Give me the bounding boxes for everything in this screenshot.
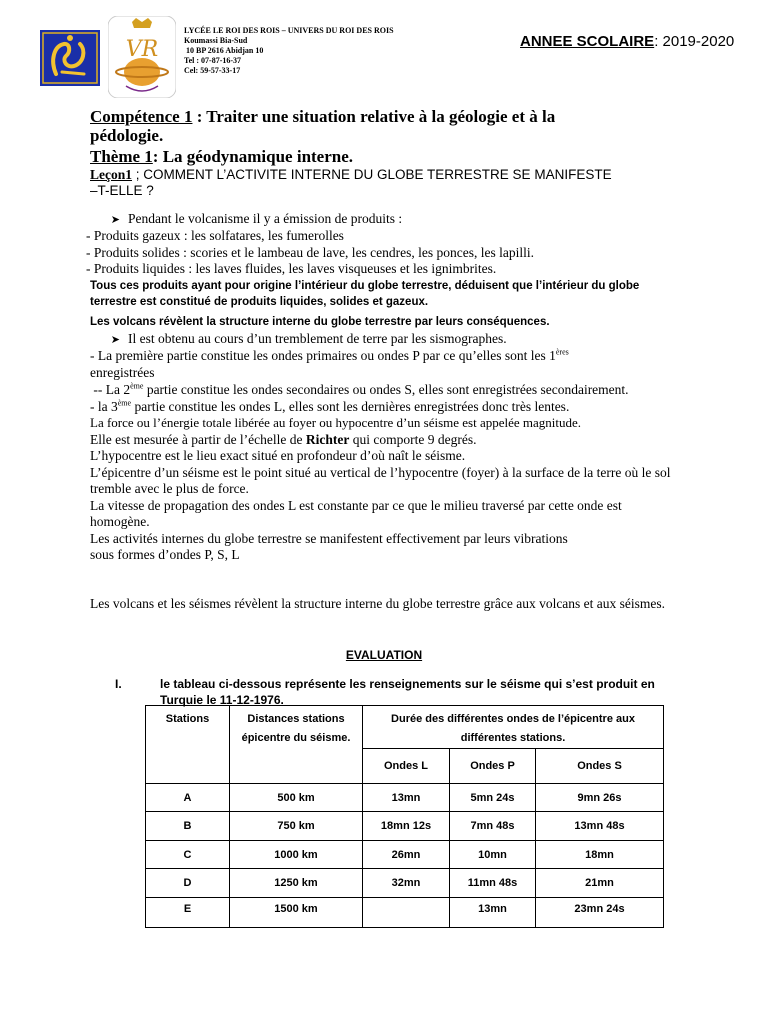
wave-p-paragraph — [90, 348, 682, 381]
school-info — [184, 26, 394, 76]
cell-station: D — [146, 869, 230, 898]
cell-ondes-l: 26mn — [363, 841, 450, 869]
wave-p-text-2: enregistrées — [90, 364, 155, 380]
seisme-table — [145, 705, 664, 928]
conclusion-paragraph: Les volcans et les séismes révèlent la structure interne du globe terrestre grâce aux volcans et aux séismes. — [90, 596, 666, 611]
header-ondes-s: Ondes S — [536, 749, 664, 784]
cell-ondes-s: 18mn — [536, 841, 664, 869]
arrow-bullet-icon: ➤ — [110, 334, 120, 346]
school-address: 10 BP 2616 Abidjan 10 — [184, 46, 264, 55]
table-row — [146, 784, 664, 812]
wave-s-paragraph — [90, 382, 682, 399]
cell-distance: 750 km — [230, 812, 363, 841]
wave-l-text: - la 3 — [90, 398, 118, 414]
header-durees: Durée des différentes ondes de l’épicentre aux différentes stations. — [363, 706, 664, 749]
wave-l-paragraph — [90, 399, 682, 416]
richter-text-2: qui comporte 9 degrés. — [349, 431, 477, 447]
header-ondes-p: Ondes P — [450, 749, 536, 784]
cell-ondes-l: 18mn 12s — [363, 812, 450, 841]
wave-l-sup: ème — [117, 398, 132, 407]
magnitude-paragraph: La force ou l’énergie totale libérée au foyer ou hypocentre d’un séisme est appelée magnitude. — [90, 415, 582, 430]
cell-ondes-p: 10mn — [450, 841, 536, 869]
theme-label: Thème 1 — [90, 147, 153, 166]
epicentre-paragraph: L’épicentre d’un séisme est le point situé au vertical de l’hypocentre (foyer) à la surface de la terre où le sol tremble avec le plus de force. — [90, 464, 671, 496]
cell-ondes-s: 21mn — [536, 869, 664, 898]
cell-ondes-p: 13mn — [450, 898, 536, 928]
cell-ondes-s: 23mn 24s — [536, 898, 664, 928]
lecon-title — [90, 167, 730, 199]
school-district: Koumassi Bia-Sud — [184, 36, 248, 45]
table-row — [146, 898, 664, 928]
table-row — [146, 841, 664, 869]
product-solides: Produits solides : scories et le lambeau de lave, les cendres, les ponces, les lapilli. — [93, 244, 535, 260]
lecon-text: ; COMMENT L’ACTIVITE INTERNE DU GLOBE TERRESTRE SE MANIFESTE — [132, 167, 612, 182]
cell-station: B — [146, 812, 230, 841]
school-year-sep: : — [654, 33, 663, 50]
bold-paragraph-1: Tous ces produits ayant pour origine l’intérieur du globe terrestre, déduisent que l’intérieur du globe terrestre est constitué de produits liquides, solides et gazeux. — [90, 280, 640, 308]
wave-s-text: -- La 2 — [90, 382, 131, 397]
cell-distance: 1500 km — [230, 898, 363, 928]
wave-l-text-2: partie constitue les ondes L, elles sont les dernières enregistrées donc très lentes. — [131, 398, 570, 414]
hypocentre-paragraph: L’hypocentre est le lieu exact situé en profondeur d’où naît le séisme. — [90, 448, 466, 463]
cell-distance: 1000 km — [230, 841, 363, 869]
volcanism-intro-text: Pendant le volcanisme il y a émission de produits : — [128, 211, 403, 226]
cell-ondes-s: 9mn 26s — [536, 784, 664, 812]
theme-text: : La géodynamique interne. — [152, 147, 354, 166]
lecon-label: Leçon1 — [90, 167, 132, 182]
cell-ondes-l: 13mn — [363, 784, 450, 812]
wave-p-text: - La première partie constitue les ondes primaires ou ondes P par ce qu’elles sont les 1 — [90, 348, 556, 363]
header-stations: Stations — [146, 706, 230, 784]
theme-title — [90, 147, 690, 166]
evaluation-heading: EVALUATION — [345, 648, 423, 662]
competence-text: : Traiter une situation relative à la géologie et à la — [192, 107, 556, 126]
products-list — [86, 228, 678, 278]
cell-station: A — [146, 784, 230, 812]
bold-paragraph-2: Les volcans révèlent la structure interne du globe terrestre par leurs conséquences. — [90, 316, 550, 328]
richter-text: Elle est mesurée à partir de l’échelle de — [90, 431, 306, 447]
vitesse-paragraph: La vitesse de propagation des ondes L est constante par ce que le milieu traversé par cette onde est homogène. — [90, 497, 622, 529]
wave-s-sup: ème — [130, 381, 144, 391]
competence-text-2: pédologie. — [90, 126, 164, 145]
seismo-body — [90, 348, 682, 564]
seismo-intro-text: Il est obtenu au cours d’un tremblement de terre par les sismographes. — [128, 331, 507, 346]
school-year-label: ANNEE SCOLAIRE — [520, 33, 655, 50]
cell-ondes-l — [363, 898, 450, 928]
cell-distance: 1250 km — [230, 869, 363, 898]
cell-station: E — [146, 898, 230, 928]
list-item: - Produits liquides : les laves fluides, les laves visqueuses et les ignimbrites. — [86, 261, 497, 276]
header-distances: Distances stations épicentre du séisme. — [230, 706, 363, 784]
item-text: le tableau ci-dessous représente les renseignements sur le séisme qui s’est produit en Turquie le 11-12-1976. — [160, 677, 655, 707]
header-ondes-l: Ondes L — [363, 749, 450, 784]
cell-ondes-p: 7mn 48s — [450, 812, 536, 841]
richter-paragraph — [90, 432, 682, 449]
school-name: LYCÉE LE ROI DES ROIS – UNIVERS DU ROI DES ROIS — [184, 26, 394, 35]
competence-title — [90, 107, 690, 145]
cell-distance: 500 km — [230, 784, 363, 812]
logo-letters: VR — [125, 37, 159, 62]
school-year-value: 2019-2020 — [662, 33, 735, 50]
list-item: - Produits solides : scories et le lambeau de lave, les cendres, les ponces, les lapilli. — [86, 244, 535, 260]
volcanism-intro — [90, 211, 682, 229]
univers-logo — [108, 16, 176, 98]
cell-ondes-s: 13mn 48s — [536, 812, 664, 841]
cell-station: C — [146, 841, 230, 869]
seismo-intro — [90, 331, 682, 349]
competence-label: Compétence 1 — [90, 107, 193, 126]
arrow-bullet-icon: ➤ — [110, 214, 120, 226]
wave-s-text-2: partie constitue les ondes secondaires ou ondes S, elles sont enregistrées secondairement. — [143, 382, 629, 397]
wave-p-sup: ères — [555, 347, 569, 357]
table-row — [146, 869, 664, 898]
activites-paragraph: Les activités internes du globe terrestre se manifestent effectivement par leurs vibrations sous formes d’ondes P, S, L — [90, 530, 568, 562]
product-liquides: Produits liquides : les laves fluides, les laves visqueuses et les ignimbrites. — [93, 261, 497, 276]
table-row — [146, 812, 664, 841]
item-number: I. — [115, 677, 122, 691]
cell-ondes-p: 5mn 24s — [450, 784, 536, 812]
cell-ondes-p: 11mn 48s — [450, 869, 536, 898]
school-tel: Tel : 07-87-16-37 — [184, 56, 242, 65]
school-year — [520, 33, 734, 50]
lecon-text-2: –T-ELLE ? — [90, 183, 154, 198]
cell-ondes-l: 32mn — [363, 869, 450, 898]
richter-bold: Richter — [305, 431, 350, 447]
list-item: - Produits gazeux : les solfatares, les fumerolles — [86, 228, 344, 243]
product-gazeux: Produits gazeux : les solfatares, les fumerolles — [93, 228, 344, 243]
school-cel: Cel: 59-57-33-17 — [184, 66, 241, 75]
school-crest-logo — [40, 30, 100, 86]
